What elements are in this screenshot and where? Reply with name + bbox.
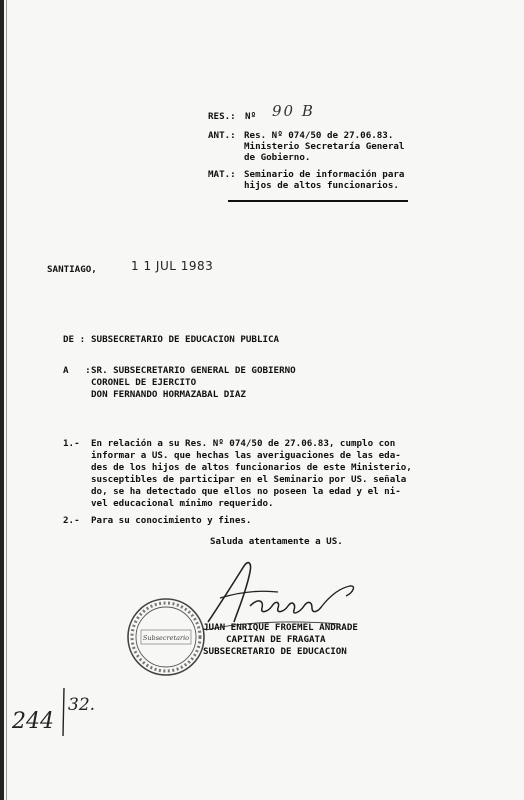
signatory-title: SUBSECRETARIO DE EDUCACION <box>203 646 347 657</box>
mat-line-2: hijos de altos funcionarios. <box>244 180 399 191</box>
res-value: Nº <box>245 111 257 122</box>
item-1-line-4: susceptibles de participar en el Seminario por US. señala <box>91 474 407 485</box>
item-1-number: 1.- <box>63 438 80 449</box>
item-1-line-3: des de los hijos de altos funcionarios de este Ministerio, <box>91 462 412 473</box>
signatory-name: JUAN ENRIQUE FROEMEL ANDRADE <box>203 622 358 633</box>
res-label: RES.: <box>208 111 236 122</box>
ant-line-3: de Gobierno. <box>244 152 311 163</box>
from-value: SUBSECRETARIO DE EDUCACION PUBLICA <box>91 334 280 345</box>
item-1-line-6: vel educacional mínimo requerido. <box>91 498 274 509</box>
scan-edge-line <box>6 0 7 800</box>
from-label: DE : <box>63 334 86 345</box>
to-label: A : <box>63 365 91 376</box>
to-line-3: DON FERNANDO HORMAZABAL DIAZ <box>91 389 246 400</box>
margin-handwritten-note <box>6 684 106 744</box>
scan-edge <box>0 0 4 800</box>
to-line-2: CORONEL DE EJERCITO <box>91 377 197 388</box>
official-seal <box>125 596 207 678</box>
item-1-line-2: informar a US. que hechas las averiguaciones de las eda- <box>91 450 401 461</box>
item-1-line-1: En relación a su Res. Nº 074/50 de 27.06.83, cumplo con <box>91 438 396 449</box>
signatory-rank: CAPITAN DE FRAGATA <box>226 634 326 645</box>
mat-label: MAT.: <box>208 169 236 180</box>
header-divider <box>228 200 408 202</box>
ant-line-1: Res. Nº 074/50 de 27.06.83. <box>244 130 394 141</box>
item-2-number: 2.- <box>63 515 80 526</box>
svg-text:32.: 32. <box>68 695 96 715</box>
mat-line-1: Seminario de información para <box>244 169 405 180</box>
res-handwritten-number: 90 B <box>272 102 315 120</box>
date-stamp: 1 1 JUL 1983 <box>131 259 214 273</box>
seal-text: Subsecretario <box>142 634 190 642</box>
svg-text:244: 244 <box>12 709 54 734</box>
place: SANTIAGO, <box>47 264 97 275</box>
item-1-line-5: do, se ha detectado que ellos no poseen la edad y el ni- <box>91 486 401 497</box>
ant-label: ANT.: <box>208 130 236 141</box>
to-line-1: SR. SUBSECRETARIO GENERAL DE GOBIERNO <box>91 365 296 376</box>
item-2-text: Para su conocimiento y fines. <box>91 515 252 526</box>
ant-line-2: Ministerio Secretaría General <box>244 141 405 152</box>
closing: Saluda atentamente a US. <box>210 536 343 547</box>
